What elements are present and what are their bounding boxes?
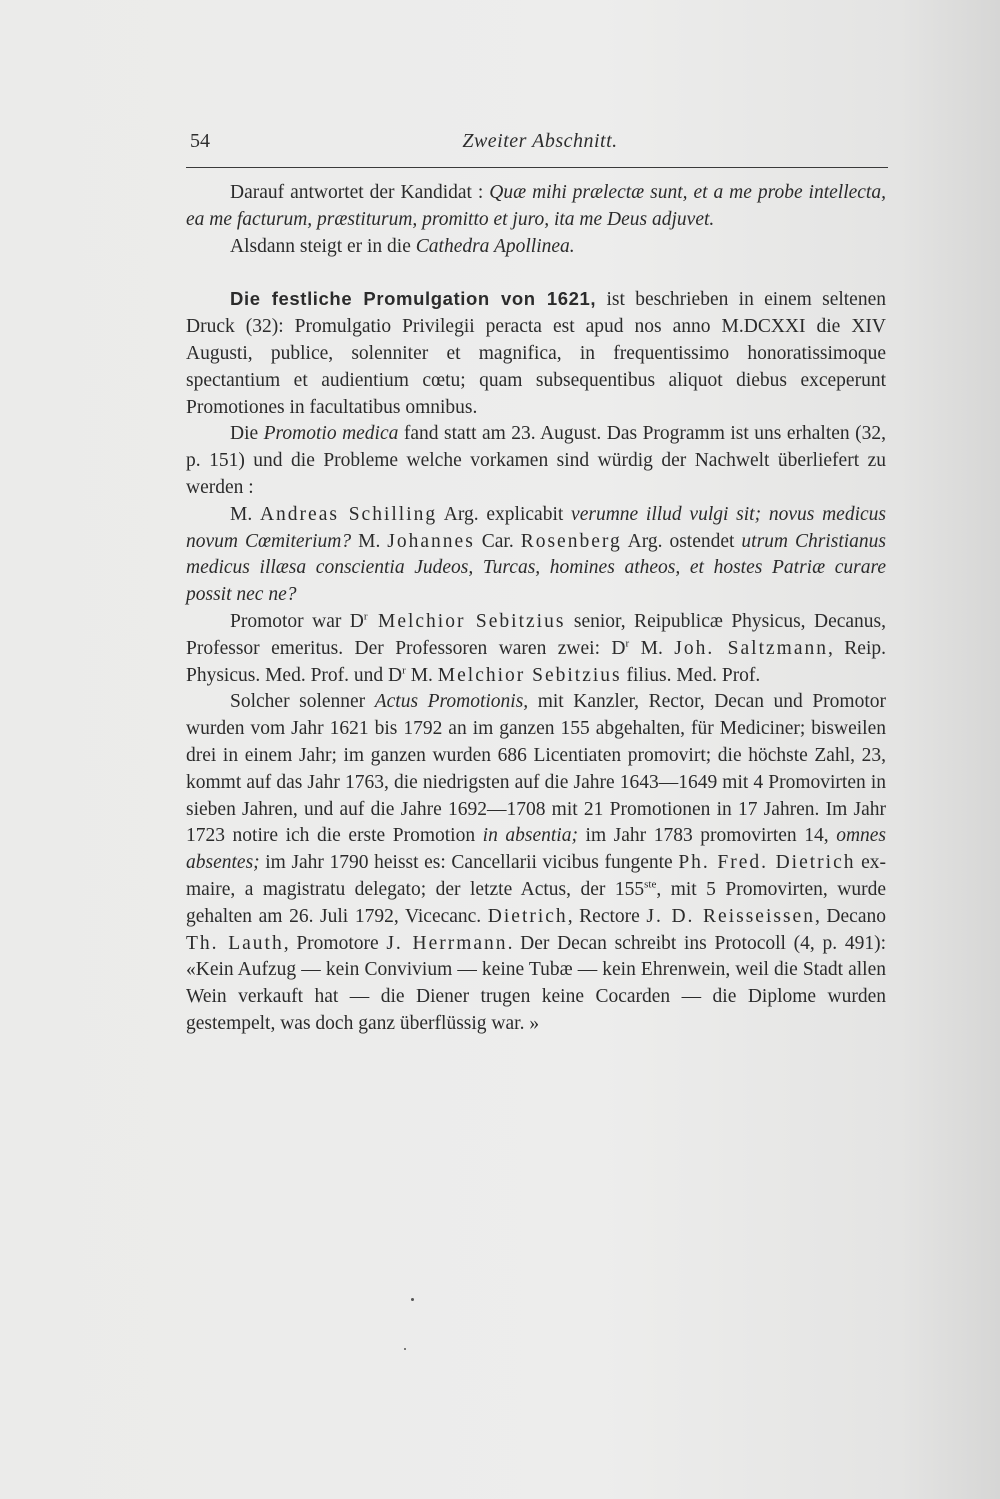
latin-term: in absentia; (482, 825, 578, 847)
print-speck (411, 1298, 414, 1301)
paragraph-oath-response (186, 180, 886, 234)
text-run: , Decano (814, 905, 886, 927)
person-name: Dietrich (487, 905, 568, 927)
latin-question: verumne illud vulgi sit; novus medicus novum Cœmiterium? (186, 503, 886, 552)
person-name: Rosenberg (520, 530, 622, 552)
text-run: , mit 5 Promovirten, wurde gehalten am 26. Juli 1792, Vicecanc. (186, 878, 886, 927)
running-head: Zweiter Abschnitt. (462, 130, 618, 152)
person-name: Joh. Saltzmann (674, 637, 828, 659)
text-run: M. (629, 637, 675, 659)
text-run: , Reip. Physicus. Med. Prof. und D (186, 637, 886, 686)
person-name: J. Herrmann (386, 932, 508, 954)
latin-term: Cathedra Apollinea. (415, 235, 575, 257)
paragraph-promotor (186, 609, 886, 689)
text-run: senior, Reipublicæ Physicus, Decanus, Professor emeritus. Der Professoren waren zwei: D (186, 610, 887, 659)
header-rule (186, 167, 888, 168)
text-run: M. (230, 503, 260, 525)
superscript: r (363, 610, 368, 623)
latin-question: utrum Christianus medicus illæsa conscientia Judeos, Turcas, homines atheos, et hostes Patriæ curare possit nec ne? (186, 530, 886, 606)
section-title: Die festliche Promulgation von 1621, (230, 288, 597, 310)
text-run: Arg. explicabit (437, 503, 572, 525)
paragraph-actus-promotionis (186, 689, 886, 1037)
latin-term: Promotio medica (263, 423, 399, 445)
text-run: Solcher solenner (230, 691, 375, 713)
superscript: r (402, 664, 406, 677)
text-run: Arg. ostendet (621, 530, 742, 552)
paragraph-promulgation (186, 286, 886, 421)
page-number: 54 (190, 130, 210, 152)
body-text (186, 180, 886, 1038)
person-name: Melchior Sebitzius (437, 664, 622, 686)
text-run: Darauf antwortet der Kandidat : (230, 182, 490, 203)
text-run: im Jahr 1783 promovirten 14, (577, 825, 837, 847)
person-name: Ph. Fred. Dietrich (678, 852, 856, 874)
superscript: r (625, 637, 630, 650)
latin-term: Actus Promotionis, (374, 691, 529, 713)
paragraph-cathedra (186, 234, 886, 261)
text-run: ex-maire, a magistratu delegato; der letzte Actus, der 155 (186, 852, 886, 900)
person-name: Andreas Schilling (259, 503, 438, 525)
print-speck (404, 1348, 406, 1350)
text-run: filius. Med. Prof. (621, 664, 761, 686)
text-run: ist beschrieben in einem seltenen Druck (32): Promulgatio Privilegii peracta est apud nos anno M.DCXXI die XIV Augusti, publice, solenniter et magnifica, in frequentissimo honoratissimoque spectantium et audientium cœtu; quam subsequentibus aliquot diebus exceperunt Promotiones in facultatibus omnibus. (186, 289, 886, 418)
superscript: ste (644, 878, 657, 891)
latin-quote: Quæ mihi prælectæ sunt, et a me probe intellecta, ea me facturum, præstiturum, promitto et juro, ita me Deus adjuvet. (186, 182, 886, 230)
person-name: Th. Lauth (186, 932, 284, 954)
text-run: . Der Decan schreibt ins Protocoll (4, p. 491): «Kein Aufzug — kein Convivium — keine Tubæ — kein Ehrenwein, weil die Stadt allen Wein verkauft hat — die Diener trugen keine Cocarden — die Diplome wurden gestempelt, was doch ganz überflüssig war. » (186, 932, 886, 1034)
person-name: Johannes (387, 530, 475, 552)
text-run: M. (405, 664, 438, 686)
text-run: M. (351, 530, 388, 552)
text-run: , Promotore (283, 932, 387, 954)
text-run: Alsdann steigt er in die (230, 235, 416, 257)
paragraph-promotio-medica (186, 421, 886, 501)
text-run: Car. (474, 530, 521, 552)
text-run: Die (230, 423, 264, 445)
text-run: fand statt am 23. August. Das Programm ist uns erhalten (32, p. 151) und die Probleme welche vorkamen sind würdig der Nachwelt überliefert zu werden : (186, 423, 886, 498)
text-run: im Jahr 1790 heisst es: Cancellarii vicibus fungente (259, 852, 679, 874)
person-name: Melchior Sebitzius (367, 610, 566, 632)
paragraph-problems (186, 502, 886, 609)
person-name: J. D. Reisseissen (646, 905, 815, 927)
text-run: mit Kanzler, Rector, Decan und Promotor wurden vom Jahr 1621 bis 1792 an im ganzen 155 abgehalten, für Mediciner; bisweilen drei in einem Jahr; im ganzen wurden 686 Licentiaten promovirt; die höchste Zahl, 23, kommt auf das Jahr 1763, die niedrigsten auf die Jahre 1643—1649 mit 4 Promovirten in sieben Jahren, und auf die Jahre 1692—1708 mit 21 Promotionen in 17 Jahren. Im Jahr 1723 notire ich die erste Promotion (186, 691, 887, 847)
text-run: , Rectore (567, 905, 647, 927)
latin-term: omnes absentes; (186, 825, 887, 874)
text-run: Promotor war D (230, 610, 364, 632)
page-header (190, 130, 890, 160)
